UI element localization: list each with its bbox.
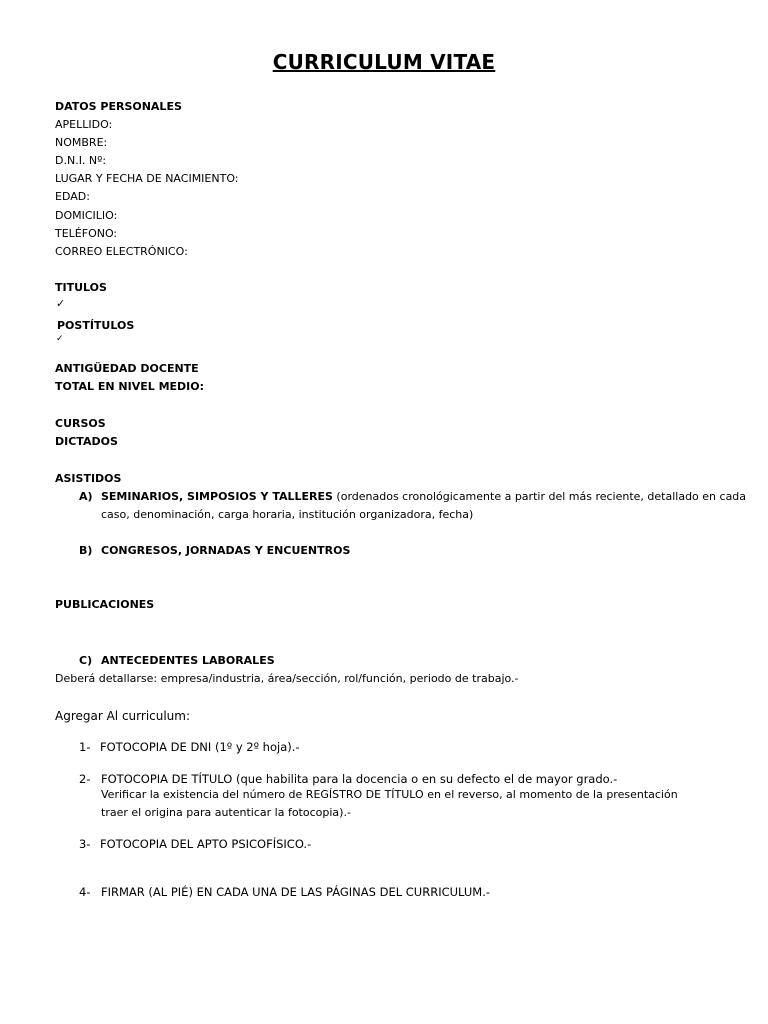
titulos-heading: TITULOS bbox=[55, 281, 107, 294]
field-apellido: APELLIDO: bbox=[55, 118, 113, 131]
agregar-item2-line2: Verificar la existencia del número de REGÍSTRO DE TÍTULO en el reverso, al momento de la presentación bbox=[101, 788, 678, 801]
item-b-marker: B) bbox=[79, 544, 93, 557]
item-a-line2: caso, denominación, carga horaria, institución organizadora, fecha) bbox=[101, 508, 474, 521]
antiguedad-heading: ANTIGÜEDAD DOCENTE bbox=[55, 362, 199, 375]
field-lugar-fecha: LUGAR Y FECHA DE NACIMIENTO: bbox=[55, 172, 239, 185]
field-edad: EDAD: bbox=[55, 190, 90, 203]
agregar-item1-num: 1- bbox=[79, 740, 91, 754]
field-telefono: TELÉFONO: bbox=[55, 227, 118, 240]
personal-heading: DATOS PERSONALES bbox=[55, 100, 182, 113]
agregar-item4-num: 4- bbox=[79, 885, 91, 899]
item-c-marker: C) bbox=[79, 654, 93, 667]
field-nombre: NOMBRE: bbox=[55, 136, 108, 149]
field-domicilio: DOMICILIO: bbox=[55, 209, 118, 222]
publicaciones-heading: PUBLICACIONES bbox=[55, 598, 155, 611]
checkmark-icon: ✓ bbox=[56, 297, 66, 310]
item-a-bold: SEMINARIOS, SIMPOSIOS Y TALLERES bbox=[101, 490, 333, 503]
item-a-marker: A) bbox=[79, 490, 93, 503]
item-c-text: ANTECEDENTES LABORALES bbox=[101, 654, 275, 667]
asistidos-heading: ASISTIDOS bbox=[55, 472, 122, 485]
total-nivel-medio: TOTAL EN NIVEL MEDIO: bbox=[55, 380, 205, 393]
cursos-heading: CURSOS bbox=[55, 417, 106, 430]
item-c-detail: Deberá detallarse: empresa/industria, área/sección, rol/función, periodo de trabajo.- bbox=[55, 672, 519, 685]
dictados-heading: DICTADOS bbox=[55, 435, 118, 448]
agregar-item2: FOTOCOPIA DE TÍTULO (que habilita para la docencia o en su defecto el de mayor grado.- bbox=[101, 772, 618, 786]
agregar-item4: FIRMAR (AL PIÉ) EN CADA UNA DE LAS PÁGINAS DEL CURRICULUM.- bbox=[101, 885, 491, 899]
field-dni: D.N.I. Nº: bbox=[55, 154, 107, 167]
item-a-text bbox=[101, 490, 746, 504]
field-correo: CORREO ELECTRÓNICO: bbox=[55, 245, 188, 258]
item-a-rest: (ordenados cronológicamente a partir del más reciente, detallado en cada bbox=[332, 490, 747, 503]
postitulos-heading: POSTÍTULOS bbox=[57, 319, 135, 332]
agregar-heading: Agregar Al curriculum: bbox=[55, 709, 191, 723]
agregar-item2-line3: traer el origina para autenticar la fotocopia).- bbox=[101, 806, 351, 819]
page-title: CURRICULUM VITAE bbox=[272, 50, 496, 74]
agregar-item3: FOTOCOPIA DEL APTO PSICOFÍSICO.- bbox=[100, 837, 312, 851]
agregar-item3-num: 3- bbox=[79, 837, 91, 851]
agregar-item1: FOTOCOPIA DE DNI (1º y 2º hoja).- bbox=[100, 740, 300, 754]
item-b-text: CONGRESOS, JORNADAS Y ENCUENTROS bbox=[101, 544, 351, 557]
agregar-item2-num: 2- bbox=[79, 772, 91, 786]
checkmark-icon: ✓ bbox=[56, 334, 64, 344]
